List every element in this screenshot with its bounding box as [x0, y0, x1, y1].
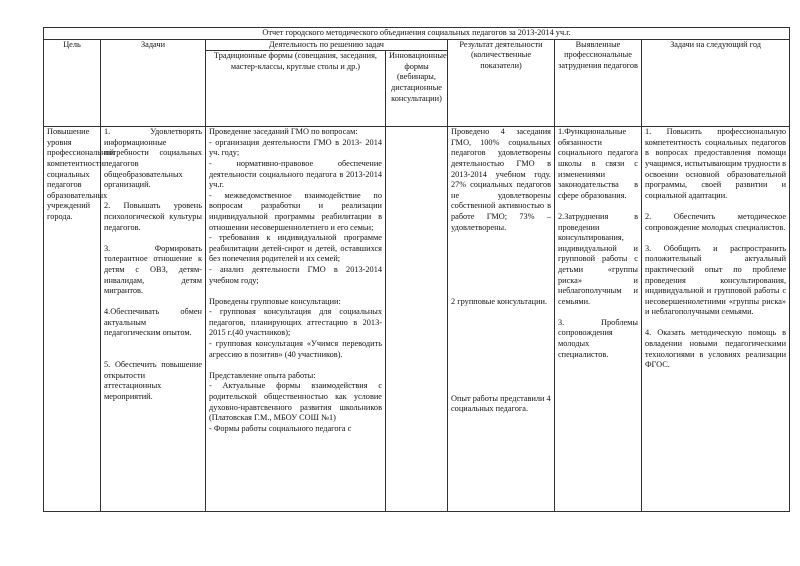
header-goal: Цель	[44, 39, 101, 127]
cell-tasks	[101, 127, 206, 512]
next-task-1: 1. Повысить профессиональную компетентность социальных педагогов в вопросах предоставления помощи учащимся, испытывающим трудности в освоении основной образовательной программы, своей развитии и социальной адаптации.	[645, 127, 787, 200]
meeting-item-2: - нормативно-правовое обеспечение деятельности социального педагога в 2013-2014 уч.г.	[209, 158, 382, 190]
task-3: 3. Формировать толерантное отношение к детям с ОВЗ, детям-инвалидам, детям мигрантов.	[104, 243, 202, 296]
difficulty-2: 2.Затруднения в проведении консультирования, индивидуальной и групповой работы с детьми «группы риска» и неблагополучным и семьями.	[558, 211, 638, 306]
header-next-year: Задачи на следующий год	[642, 39, 790, 127]
consult-item-2: - групповая консультация «Учимся переводить агрессию в позитив» (40 участников).	[209, 339, 382, 359]
report-table	[43, 27, 790, 512]
report-title: Отчет городского методического объединения социальных педагогов за 2013-2014 уч.г.	[44, 28, 790, 40]
meeting-item-3: - межведомственное взаимодействие по вопросам разработки и реализации индивидуальной программы реабилитации в отношении несовершеннолетнего и его семьи;	[209, 190, 382, 232]
task-5: 5. Обеспечить повышение открытости аттестационных мероприятий.	[104, 360, 202, 401]
result-main: Проведено 4 заседания ГМО, 100% социальных педагогов удовлетворены деятельностью ГМО в 2013-2014 учебном году. 27% социальных педагогов не удовлетворены собственной активностью в работе ГМО; 73% – удовлетворены.	[451, 127, 551, 232]
task-4: 4.Обеспечивать обмен актуальным педагогическим опытом.	[104, 307, 202, 338]
cell-traditional-forms	[206, 127, 386, 512]
cell-next-year	[642, 127, 790, 512]
task-1: 1. Удовлетворять информационные потребности социальных педагогов общеобразовательных организаций.	[104, 127, 202, 190]
meetings-intro: Проведение заседаний ГМО по вопросам:	[209, 127, 358, 137]
cell-difficulties	[555, 127, 642, 512]
next-task-2: 2. Обеспечить методическое сопровождение молодых специалистов.	[645, 211, 787, 232]
difficulty-1: 1.Функциональные обязанности социального педагога школы в связи с изменениями законодательства в сфере образования.	[558, 127, 638, 200]
difficulty-3: 3. Проблемы сопровождения молодых специалистов.	[558, 317, 638, 359]
experience-item-1: - Актуальные формы взаимодействия с родительской общественностью как условие духовно-нравтсвенного развития школьников (Платовская Г.М., МБОУ СОШ №1)	[209, 381, 382, 423]
next-task-4: 4. Оказать методическую помощь в овладении новыми педагогическими технологиями в условиях реализации ФГОС.	[645, 328, 787, 370]
cell-goal	[44, 127, 115, 512]
header-activity: Деятельность по решению задач	[206, 39, 448, 51]
next-task-3: 3. Обобщить и распространить положительный актуальный практический опыт по проблеме проведения консультирования, индивидуальной и групповой работы с несовершеннолетними «группы риска» и неблагополучными семьями.	[645, 243, 787, 317]
meeting-item-5: - анализ деятельности ГМО в 2013-2014 учебном году;	[209, 264, 382, 285]
result-consults: 2 групповые консультации.	[451, 297, 548, 307]
consult-item-1: - групповая консультация для социальных педагогов, планирующих аттестацию в 2013-2015 г.(40 участников);	[209, 307, 382, 338]
header-traditional-forms: Традиционные формы (совещания, заседания, мастер-классы, круглые столы и др.)	[206, 51, 386, 127]
cell-innovative-forms	[386, 127, 448, 512]
header-tasks: Задачи	[101, 39, 206, 127]
header-difficulties: Выявленные профессиональные затруднения педагогов	[555, 39, 642, 127]
experience-intro: Представление опыта работы:	[209, 370, 316, 380]
header-innovative-forms: Инновационные формы (вебинары, дистационные консультации)	[386, 51, 448, 127]
meeting-item-1: - организация деятельности ГМО в 2013- 2014 уч. году;	[209, 137, 382, 158]
meeting-item-4: - требования к индивидуальной программе реабилитации детей-сирот и детей, оставшихся без попечения родителей и их семей;	[209, 233, 382, 264]
header-result: Результат деятельности (количественные показатели)	[448, 39, 555, 127]
goal-text: Повышение уровня профессиональной компетентности социальных педагогов образовательных учреждений города.	[47, 127, 115, 221]
task-2: 2. Повышать уровень психологической культуры педагогов.	[104, 201, 202, 232]
cell-result	[448, 127, 555, 512]
experience-item-2: - Формы работы социального педагога с	[209, 423, 352, 433]
consult-intro: Проведены групповые консультации:	[209, 296, 341, 306]
result-experience: Опыт работы представили 4 социальных педагога.	[451, 393, 551, 414]
